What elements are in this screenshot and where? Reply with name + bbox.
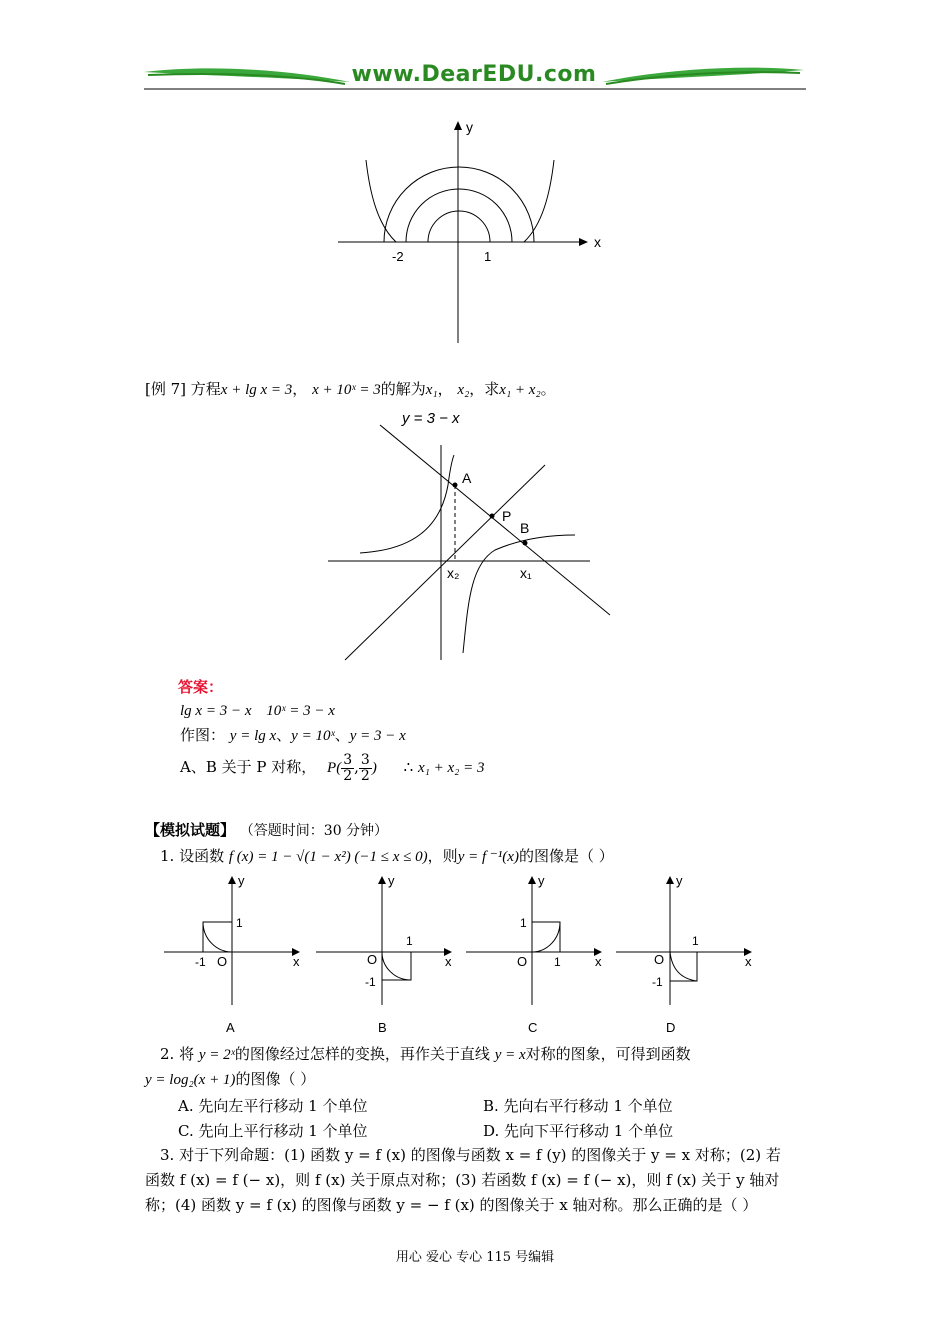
fig2-label-B: B	[520, 520, 530, 536]
fig2-curve-log	[463, 535, 575, 653]
svg-text:O: O	[217, 954, 228, 969]
header	[140, 60, 808, 94]
svg-text:1: 1	[554, 955, 561, 969]
fig2-label-P: P	[502, 508, 512, 524]
fig1-y-arrow	[454, 121, 462, 130]
q1-suffix: 的图像是（ ）	[518, 847, 614, 865]
sim-header	[145, 819, 388, 842]
q2-func-log: y = log₂(x + 1)	[145, 1072, 236, 1088]
q1-mid: ，则	[427, 847, 458, 865]
fig2-point-A	[453, 483, 458, 488]
svg-text:x: x	[595, 954, 602, 969]
answer-result: x₁ + x₂ = 3	[417, 760, 485, 776]
answer-func-exp: y = 10ˣ	[291, 728, 335, 744]
fig1-semicircle-small	[428, 211, 490, 242]
answer-func-line: y = 3 − x	[349, 728, 406, 744]
example7-ask: ，求	[469, 380, 500, 398]
example7-comma: ，	[437, 380, 453, 398]
q2-option-C[interactable]: C. 先向上平行移动 1 个单位	[178, 1122, 368, 1140]
answer-title: 答案：	[178, 678, 224, 696]
svg-text:x: x	[293, 954, 300, 969]
q2-option-D[interactable]: D. 先向下平行移动 1 个单位	[483, 1122, 674, 1140]
q1-graph-D	[612, 870, 757, 1038]
q1-graph-B	[312, 870, 457, 1038]
fig1-right-curve	[524, 160, 554, 242]
q1-graph-C	[462, 870, 607, 1038]
answer-frac-1: $\frac{3}{2}$	[343, 751, 353, 784]
figure-example7	[320, 405, 620, 667]
q1-inverse: y = f ⁻¹(x)	[457, 849, 519, 865]
answer-eq-lg: lg x = 3 − x	[180, 703, 252, 719]
q2-tail2: 的图像（ ）	[235, 1070, 316, 1088]
answer-line2	[180, 724, 406, 747]
svg-text:O: O	[367, 952, 378, 967]
fig2-label-x2: x₂	[447, 565, 460, 581]
svg-text:x: x	[745, 954, 752, 969]
example7-target: x₁ + x₂	[499, 382, 541, 398]
svg-text:-1: -1	[195, 955, 206, 969]
answer-symmetry-text: A、B 关于 P 对称，	[180, 758, 317, 776]
answer-therefore: ∴	[403, 758, 414, 776]
example7-lead: [例 7] 方程	[145, 380, 221, 398]
fig2-label-A: A	[462, 470, 472, 486]
fig1-x-arrow	[579, 238, 588, 246]
q1-option-A: A	[226, 1020, 235, 1035]
answer-point-P-close: )	[371, 760, 377, 776]
svg-text:y: y	[538, 873, 545, 888]
svg-text:-1: -1	[365, 975, 376, 989]
q2-prefix: 2. 将	[160, 1045, 195, 1063]
header-logo[interactable]: www.DearEDU.com	[351, 62, 597, 87]
fig2-point-P	[490, 514, 495, 519]
q1-option-B: B	[378, 1020, 387, 1035]
footer: 用心 爱心 专心 115 号编辑	[395, 1250, 555, 1265]
svg-text:x: x	[445, 954, 452, 969]
fig1-y-label: y	[466, 119, 473, 135]
q3-line3: 称；(4) 函数 y = f (x) 的图像与函数 y = − f (x) 的图像关于 x 轴对称。那么正确的是（ ）	[145, 1196, 758, 1214]
svg-text:O: O	[654, 952, 665, 967]
fig1-tick-1: 1	[484, 249, 492, 264]
example7-x1: x₁	[425, 382, 438, 398]
fig1-left-curve	[366, 160, 396, 242]
fig1-semicircle-large	[384, 167, 534, 242]
answer-sep2: 、	[334, 726, 350, 744]
q2-func-exp: y = 2ˣ	[198, 1047, 235, 1063]
fig1-x-label: x	[594, 234, 601, 250]
svg-text:y: y	[388, 873, 395, 888]
fig2-point-B	[523, 541, 528, 546]
answer-frac-2: $\frac{3}{2}$	[360, 751, 370, 784]
answer-point-P-open: P(	[327, 760, 342, 776]
q1-option-C: C	[528, 1020, 538, 1035]
q2-line1	[160, 1043, 691, 1066]
answer-sep1: 、	[276, 726, 292, 744]
svg-text:O: O	[517, 954, 528, 969]
example7-end: 。	[540, 380, 556, 398]
fig1-semicircle-mid	[406, 189, 512, 242]
sim-time: （答题时间：30 分钟）	[239, 823, 389, 839]
svg-text:y: y	[676, 873, 683, 888]
q2-tail: 对称的图象，可得到函数	[525, 1045, 691, 1063]
answer-eq-exp: 10ˣ = 3 − x	[266, 703, 335, 719]
svg-text:1: 1	[236, 916, 243, 930]
answer-line3	[180, 750, 484, 785]
example7-x2: x₂	[457, 382, 470, 398]
example7-mid: 的解为	[380, 380, 426, 398]
figure-semicircles	[330, 115, 620, 350]
example7-line	[145, 378, 556, 401]
fig2-line-y-eq-x	[345, 465, 545, 660]
svg-text:-1: -1	[652, 975, 663, 989]
fig2-curve-exp	[360, 455, 454, 553]
q1-function: f (x) = 1 − √(1 − x²) (−1 ≤ x ≤ 0)	[228, 849, 428, 865]
q2-mid: 的图像经过怎样的变换，再作关于直线	[234, 1045, 490, 1063]
answer-draw-prefix: 作图：	[180, 726, 226, 744]
fig1-tick-neg2: -2	[392, 249, 404, 264]
q2-line-y-eq-x: y = x	[494, 1047, 526, 1063]
q1-option-D: D	[666, 1020, 676, 1035]
q2-line2	[145, 1068, 315, 1091]
svg-text:1: 1	[520, 916, 527, 930]
q1-graph-A	[160, 870, 305, 1038]
answer-frac-comma: ,	[354, 758, 359, 776]
example7-eq2: x + 10ˣ = 3	[312, 382, 381, 398]
fig2-label-x1: x₁	[520, 565, 532, 581]
svg-text:y: y	[238, 873, 245, 888]
q1-text	[160, 845, 614, 868]
svg-text:1: 1	[406, 934, 413, 948]
q2-option-A[interactable]: A. 先向左平行移动 1 个单位	[178, 1097, 368, 1115]
q3-line2: 函数 f (x) = f (− x)，则 f (x) 关于原点对称；(3) 若函数 f (x) = f (− x)，则 f (x) 关于 y 轴对	[145, 1171, 780, 1189]
sim-title: 【模拟试题】	[145, 821, 236, 839]
q3-line1: 3. 对于下列命题：(1) 函数 y = f (x) 的图像与函数 x = f (y) 的图像关于 y = x 对称；(2) 若	[160, 1146, 781, 1164]
svg-text:1: 1	[692, 934, 699, 948]
fig2-line-y-eq-3-minus-x	[380, 425, 610, 615]
answer-line1	[180, 699, 335, 722]
q2-option-B[interactable]: B. 先向右平行移动 1 个单位	[483, 1097, 673, 1115]
example7-sep1: ，	[292, 380, 308, 398]
example7-eq1: x + lg x = 3	[220, 382, 293, 398]
answer-func-lg: y = lg x	[229, 728, 277, 744]
q1-prefix: 1. 设函数	[160, 847, 225, 865]
fig2-curve-label: y = 3 − x	[402, 410, 460, 427]
